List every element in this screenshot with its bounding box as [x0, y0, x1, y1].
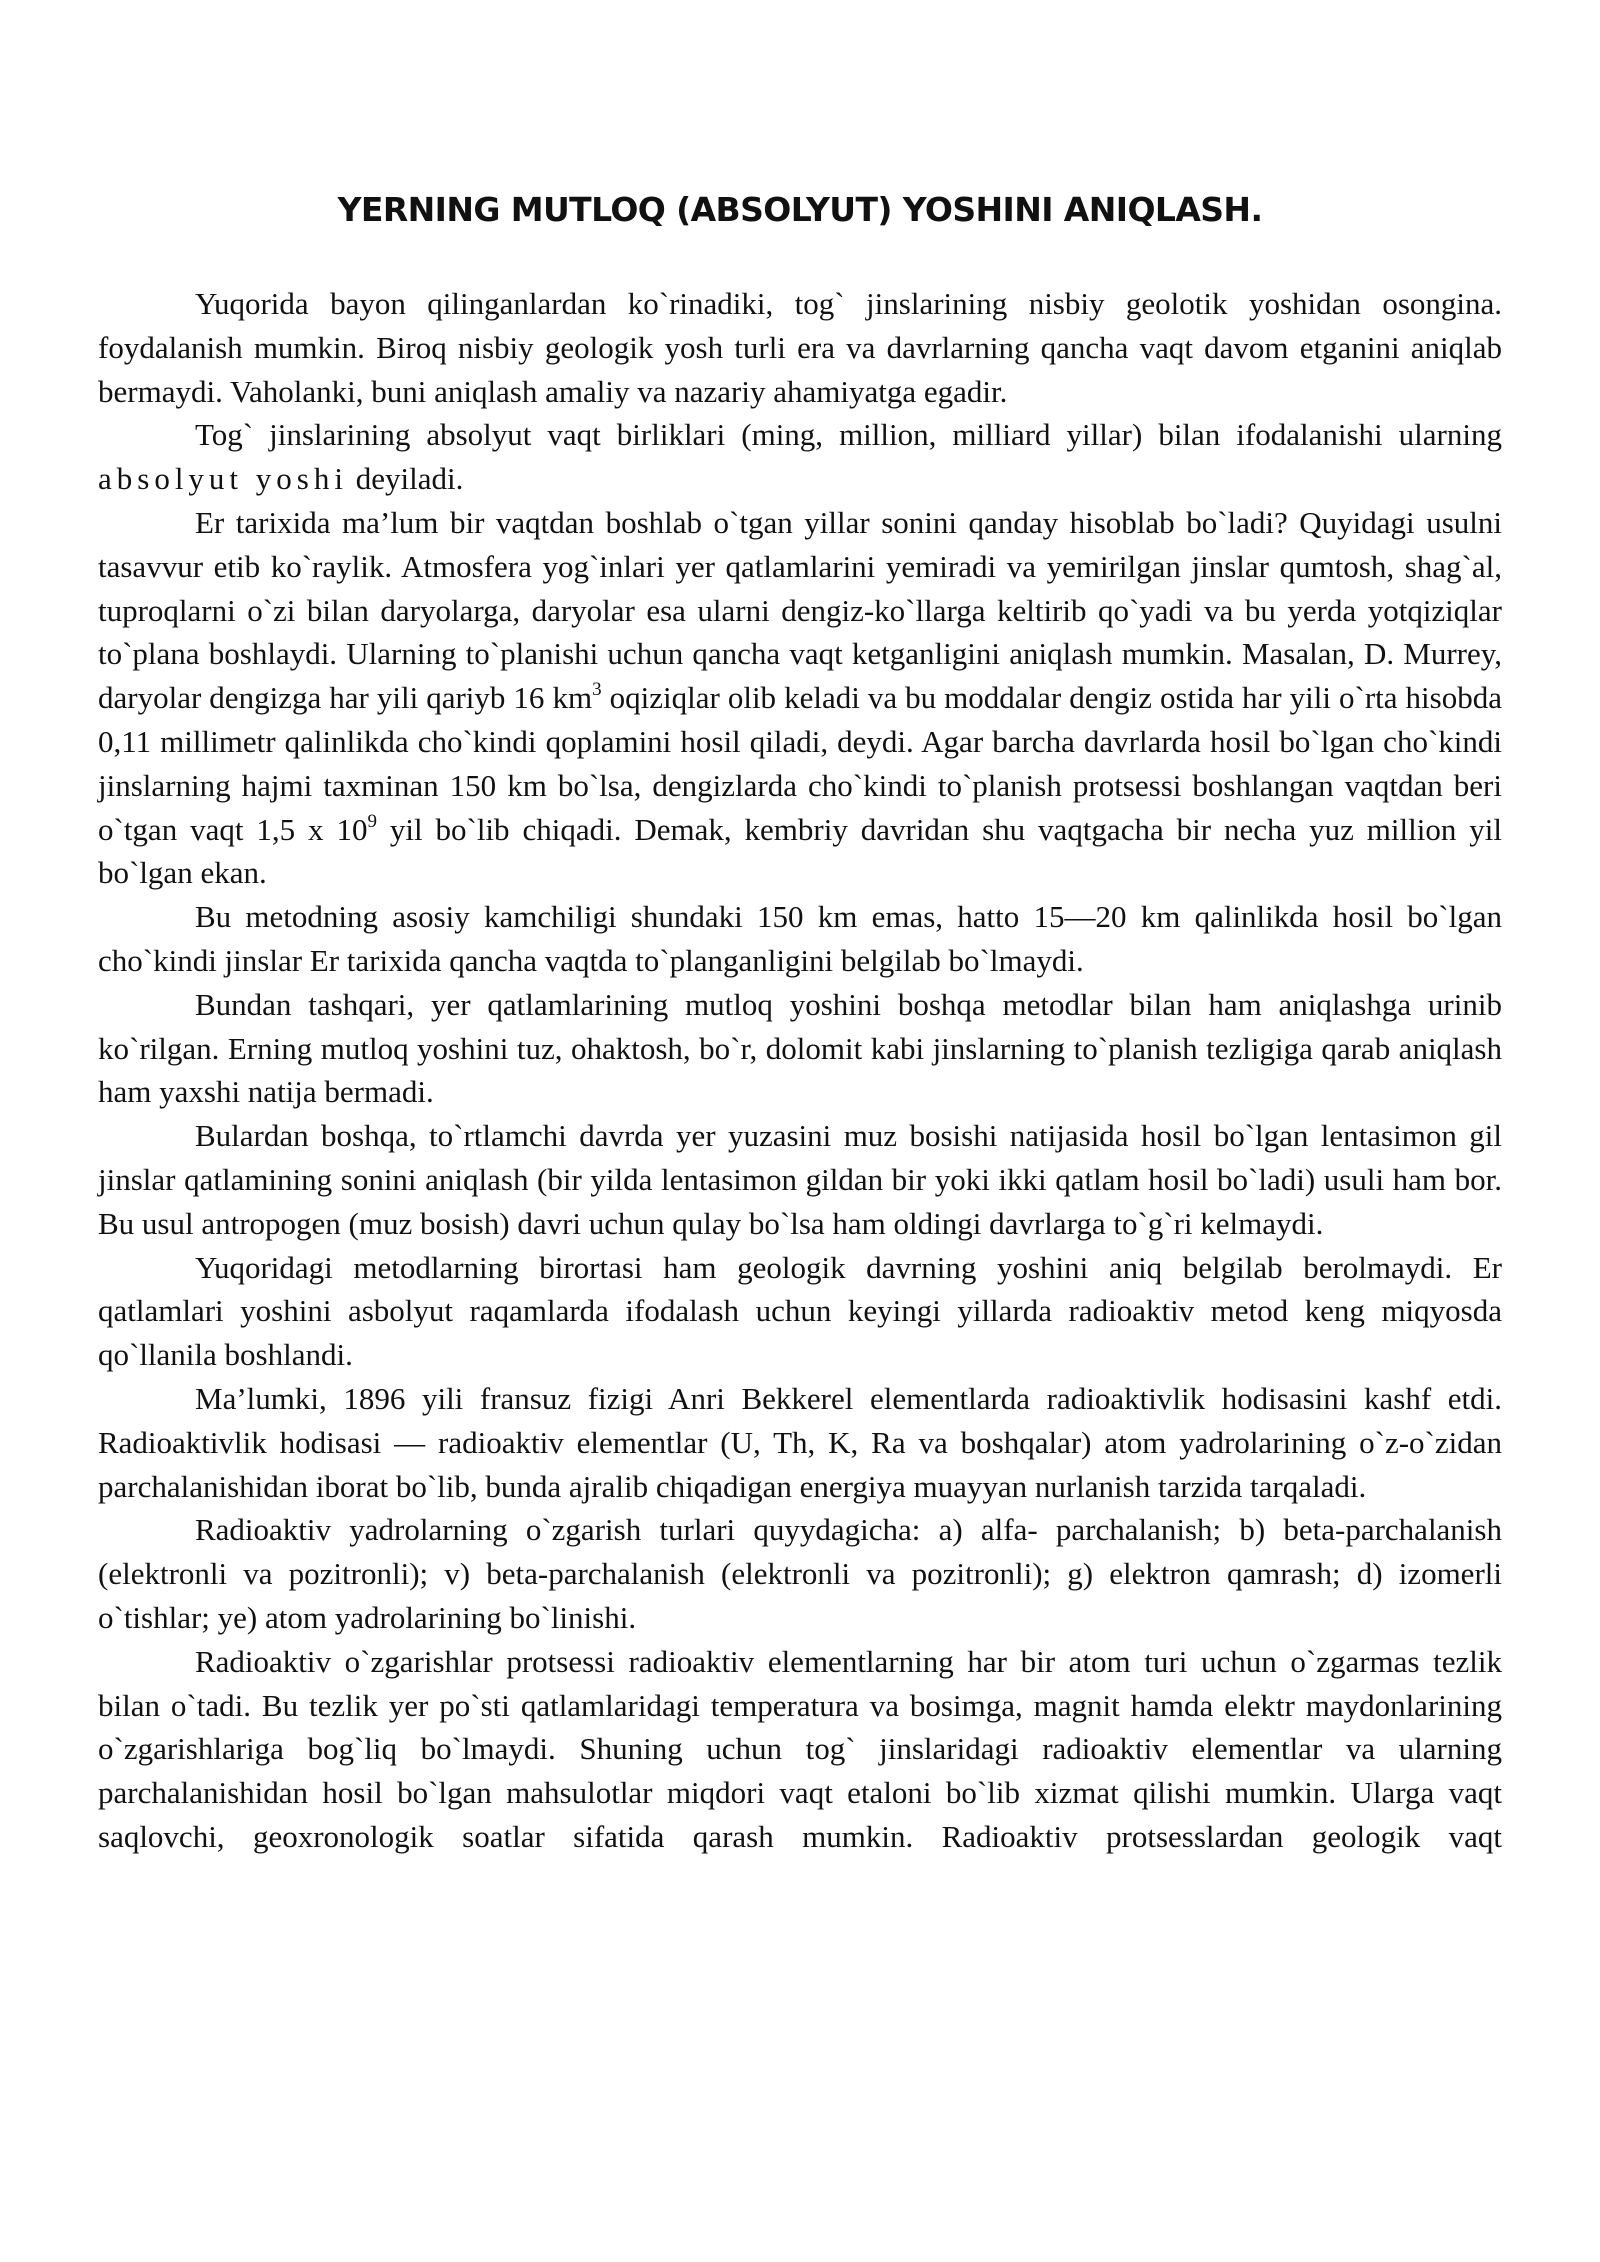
document-body [98, 282, 1502, 1859]
cubic-superscript: 3 [592, 679, 602, 701]
paragraph-4: Bu metodning asosiy kamchiligi shundaki 150 km emas, hatto 15—20 km qalinlikda hosil bo`lgan cho`kindi jinslar Er tarixida qancha vaqtda to`planganligini belgilab bo`lmaydi. [98, 899, 1502, 978]
absolute-age-term: absolyut yoshi [98, 461, 348, 497]
page-title: YERNING MUTLOQ (ABSOLYUT) YOSHINI ANIQLASH. [337, 190, 1263, 229]
paragraph-9: Radioaktiv yadrolarning o`zgarish turlari quyydagicha: a) alfa- parchalanish; b) beta-parchalanish (elektronli va pozitronli); v) beta-parchalanish (elektronli va pozitronli); g) elektron qamrash; d) izomerli o`tishlar; ye) atom yadrolarining bo`linishi. [98, 1512, 1502, 1635]
paragraph-8: Ma’lumki, 1896 yili fransuz fizigi Anri Bekkerel elementlarda radioaktivlik hodisasini kashf etdi. Radioaktivlik hodisasi — radioaktiv elementlar (U, Th, K, Ra va boshqalar) atom yadrolarining o`z-o`zidan parchalanishidan iborat bo`lib, bunda ajralib chiqadigan energiya muayyan nurlanish tarzida tarqaladi. [98, 1380, 1502, 1504]
paragraph-3-part-3: yil bo`lib chiqadi. Demak, kembriy davridan shu vaqtgacha bir necha yuz million yil bo`lgan ekan. [98, 811, 1502, 891]
paragraph-7: Yuqoridagi metodlarning birortasi ham geologik davrning yoshini aniq belgilab berolmaydi. Er qatlamlari yoshini asbolyut raqamlarda ifodalash uchun keyingi yillarda radioaktiv metod keng miqyosda qo`llanila boshlandi. [98, 1249, 1502, 1373]
exponent-superscript: 9 [367, 810, 377, 832]
paragraph-3 [98, 501, 1502, 895]
paragraph-2-text-before: Tog` jinslarining absolyut vaqt birliklari (ming, million, milliard yillar) bilan ifodalanishi ularning [195, 417, 1502, 453]
paragraph-3-part-1: Er tarixida ma’lum bir vaqtdan boshlab o`tgan yillar sonini qanday hisoblab bo`ladi? Quyidagi usulni tasavvur etib ko`raylik. Atmosfera yog`inlari yer qatlamlarini yemiradi va yemirilgan jinslar qumtosh, shag`al, tuproqlarni o`zi bilan daryolarga, daryolar esa ularni dengiz-ko`llarga keltirib qo`yadi va bu yerda yotqiziqlar to`plana boshlaydi. Ularning to`planishi uchun qancha vaqt ketganligini aniqlash mumkin. Masalan, D. Murrey, daryolar dengizga har yili qariyb 16 km [98, 504, 1502, 716]
paragraph-5: Bundan tashqari, yer qatlamlarining mutloq yoshini boshqa metodlar bilan ham aniqlashga urinib ko`rilgan. Erning mutloq yoshini tuz, ohaktosh, bo`r, dolomit kabi jinslarning to`planish tezligiga qarab aniqlash ham yaxshi natija bermadi. [98, 986, 1502, 1110]
paragraph-10: Radioaktiv o`zgarishlar protsessi radioaktiv elementlarning har bir atom turi uchun o`zgarmas tezlik bilan o`tadi. Bu tezlik yer po`sti qatlamlaridagi temperatura va bosimga, magnit hamda elektr maydonlarining o`zgarishlariga bog`liq bo`lmaydi. Shuning uchun tog` jinslaridagi radioaktiv elementlar va ularning parchalanishidan hosil bo`lgan mahsulotlar miqdori vaqt etaloni bo`lib xizmat qilishi mumkin. Ularga vaqt saqlovchi, geoxronologik soatlar sifatida qarash mumkin. Radioaktiv protsesslardan geologik vaqt [98, 1643, 1502, 1854]
paragraph-2 [98, 413, 1502, 501]
paragraph-3-part-2: oqiziqlar olib keladi va bu moddalar dengiz ostida har yili o`rta hisobda 0,11 millimetr qalinlikda cho`kindi qoplamini hosil qiladi, deydi. Agar barcha davrlarda hosil bo`lgan cho`kindi jinslarning hajmi taxminan 150 km bo`lsa, dengizlarda cho`kindi to`planish protsessi boshlangan vaqtdan beri o`tgan vaqt 1,5 x 10 [98, 680, 1502, 847]
paragraph-1: Yuqorida bayon qilinganlardan ko`rinadiki, tog` jinslarining nisbiy geolotik yoshidan osongina. foydalanish mumkin. Biroq nisbiy geologik yosh turli era va davrlarning qancha vaqt davom etganini aniqlab bermaydi. Vaholanki, buni aniqlash amaliy va nazariy ahamiyatga egadir. [98, 286, 1502, 409]
paragraph-6: Bulardan boshqa, to`rtlamchi davrda yer yuzasini muz bosishi natijasida hosil bo`lgan lentasimon gil jinslar qatlamining sonini aniqlash (bir yilda lentasimon gildan bir yoki ikki qatlam hosil bo`ladi) usuli ham bor. Bu usul antropogen (muz bosish) davri uchun qulay bo`lsa ham oldingi davrlarga to`g`ri kelmaydi. [98, 1118, 1502, 1241]
paragraph-2-text-after: deyiladi. [347, 461, 464, 497]
